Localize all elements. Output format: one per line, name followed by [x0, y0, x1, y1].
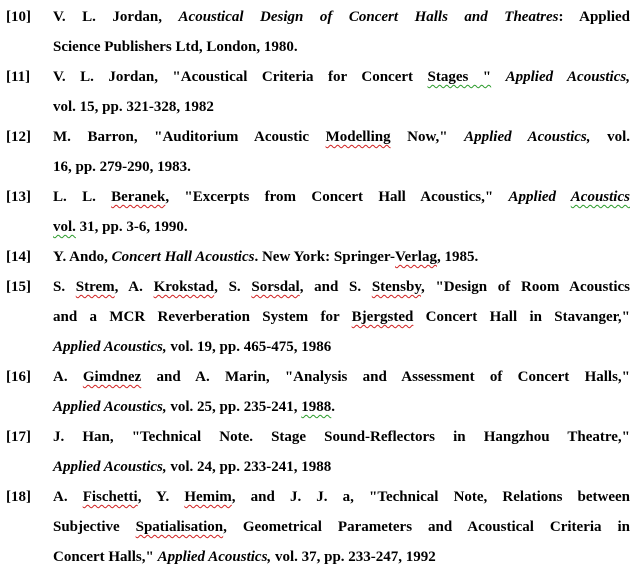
- citation-text: , "Excerpts from Concert Hall Acoustics,": [165, 189, 509, 205]
- reference-entry: [0, 182, 643, 242]
- citation-text: , and J. J. a, "Technical Note, Relations between: [231, 489, 631, 505]
- reference-line: [53, 32, 630, 62]
- citation-text: Strem: [75, 279, 115, 295]
- reference-line: [53, 2, 630, 32]
- citation-text: Now,": [390, 129, 465, 145]
- journal-title-text: Concert Hall Acoustics: [111, 249, 255, 265]
- reference-line: [53, 212, 630, 242]
- reference-entry: [0, 122, 643, 182]
- reference-number: [16]: [6, 369, 31, 385]
- citation-text: L. L.: [53, 189, 112, 205]
- reference-line: [53, 332, 630, 362]
- reference-number: [18]: [6, 489, 31, 505]
- citation-text: Concert Halls,": [53, 549, 158, 565]
- citation-text: Y. Ando,: [53, 249, 112, 265]
- citation-text: vol. 25, pp. 235-241,: [166, 399, 302, 415]
- journal-title-text: Applied Acoustics,: [53, 399, 167, 415]
- citation-text: . New York: Springer-: [254, 249, 395, 265]
- citation-text: S.: [53, 279, 76, 295]
- citation-text: , Geometrical Parameters and Acoustical Criteria in: [223, 519, 630, 535]
- reference-number: [11]: [6, 69, 31, 85]
- reference-number: [13]: [6, 189, 31, 205]
- reference-line: [53, 422, 630, 452]
- citation-text: [491, 69, 505, 85]
- reference-line: [53, 362, 630, 392]
- journal-title-text: Acoustics: [570, 189, 630, 205]
- citation-text: Modelling: [325, 129, 391, 145]
- citation-text: , S.: [214, 279, 252, 295]
- citation-text: V. L. Jordan,: [53, 9, 179, 25]
- reference-line: [53, 272, 630, 302]
- citation-text: Sorsdal: [251, 279, 300, 295]
- reference-entry: [0, 242, 643, 272]
- reference-line: [53, 482, 630, 512]
- reference-line: [53, 122, 630, 152]
- journal-title-text: Applied Acoustics,: [53, 339, 167, 355]
- citation-text: Subjective: [53, 519, 136, 535]
- citation-text: Stages ": [427, 69, 492, 85]
- citation-text: Spatialisation: [135, 519, 224, 535]
- citation-text: , A.: [114, 279, 154, 295]
- reference-line: [53, 512, 630, 542]
- citation-text: vol.: [53, 219, 76, 235]
- citation-text: Stensby: [371, 279, 422, 295]
- citation-text: Beranek: [111, 189, 166, 205]
- reference-line: [53, 92, 630, 122]
- citation-text: , "Design of Room Acoustics: [421, 279, 630, 295]
- citation-text: and a MCR Reverberation System for: [53, 309, 352, 325]
- reference-line: [53, 182, 630, 212]
- citation-text: , 1985.: [436, 249, 479, 265]
- reference-entry: [0, 62, 643, 122]
- reference-entry: [0, 482, 643, 572]
- journal-title-text: Acoustical Design of Concert Halls and Theatres: [178, 9, 559, 25]
- citation-text: , and S.: [299, 279, 372, 295]
- reference-entry: [0, 2, 643, 62]
- citation-text: Krokstad: [153, 279, 215, 295]
- citation-text: vol. 15, pp. 321-328, 1982: [53, 99, 214, 115]
- reference-line: [53, 242, 630, 272]
- reference-line: [53, 152, 630, 182]
- journal-title-text: Applied Acoustics,: [505, 69, 630, 85]
- reference-entry: [0, 272, 643, 362]
- citation-text: Fischetti: [82, 489, 138, 505]
- citation-text: Verlag: [395, 249, 437, 265]
- citation-text: A.: [53, 369, 83, 385]
- citation-text: vol. 19, pp. 465-475, 1986: [166, 339, 332, 355]
- reference-number: [15]: [6, 279, 31, 295]
- citation-text: V. L. Jordan, "Acoustical Criteria for Concert: [53, 69, 428, 85]
- reference-number: [17]: [6, 429, 31, 445]
- citation-text: 31, pp. 3-6, 1990.: [75, 219, 188, 235]
- citation-text: 16, pp. 279-290, 1983.: [53, 159, 191, 175]
- reference-line: [53, 542, 630, 572]
- citation-text: Gimdnez: [82, 369, 142, 385]
- citation-text: vol. 37, pp. 233-247, 1992: [271, 549, 436, 565]
- citation-text: , Y.: [137, 489, 185, 505]
- reference-entry: [0, 362, 643, 422]
- citation-text: 1988: [301, 399, 332, 415]
- reference-line: [53, 62, 630, 92]
- citation-text: : Applied: [558, 9, 630, 25]
- journal-title-text: Applied Acoustics,: [464, 129, 591, 145]
- citation-text: vol.: [590, 129, 630, 145]
- journal-title-text: Applied Acoustics,: [157, 549, 272, 565]
- citation-text: vol. 24, pp. 233-241, 1988: [166, 459, 332, 475]
- reference-line: [53, 302, 630, 332]
- citation-text: Science Publishers Ltd, London, 1980.: [53, 39, 298, 55]
- journal-title-text: Applied Acoustics,: [53, 459, 167, 475]
- reference-entry: [0, 422, 643, 482]
- citation-text: Bjergsted: [351, 309, 414, 325]
- journal-title-text: Applied: [508, 189, 571, 205]
- reference-line: [53, 392, 630, 422]
- reference-number: [14]: [6, 249, 31, 265]
- citation-text: M. Barron, "Auditorium Acoustic: [53, 129, 326, 145]
- reference-line: [53, 452, 630, 482]
- citation-text: Hemim: [184, 489, 232, 505]
- citation-text: .: [331, 399, 335, 415]
- reference-number: [10]: [6, 9, 31, 25]
- reference-number: [12]: [6, 129, 31, 145]
- citation-text: Concert Hall in Stavanger,": [413, 309, 630, 325]
- citation-text: A.: [53, 489, 83, 505]
- citation-text: and A. Marin, "Analysis and Assessment of Concert Halls,": [141, 369, 630, 385]
- citation-text: J. Han, "Technical Note. Stage Sound-Reflectors in Hangzhou Theatre,": [53, 429, 630, 445]
